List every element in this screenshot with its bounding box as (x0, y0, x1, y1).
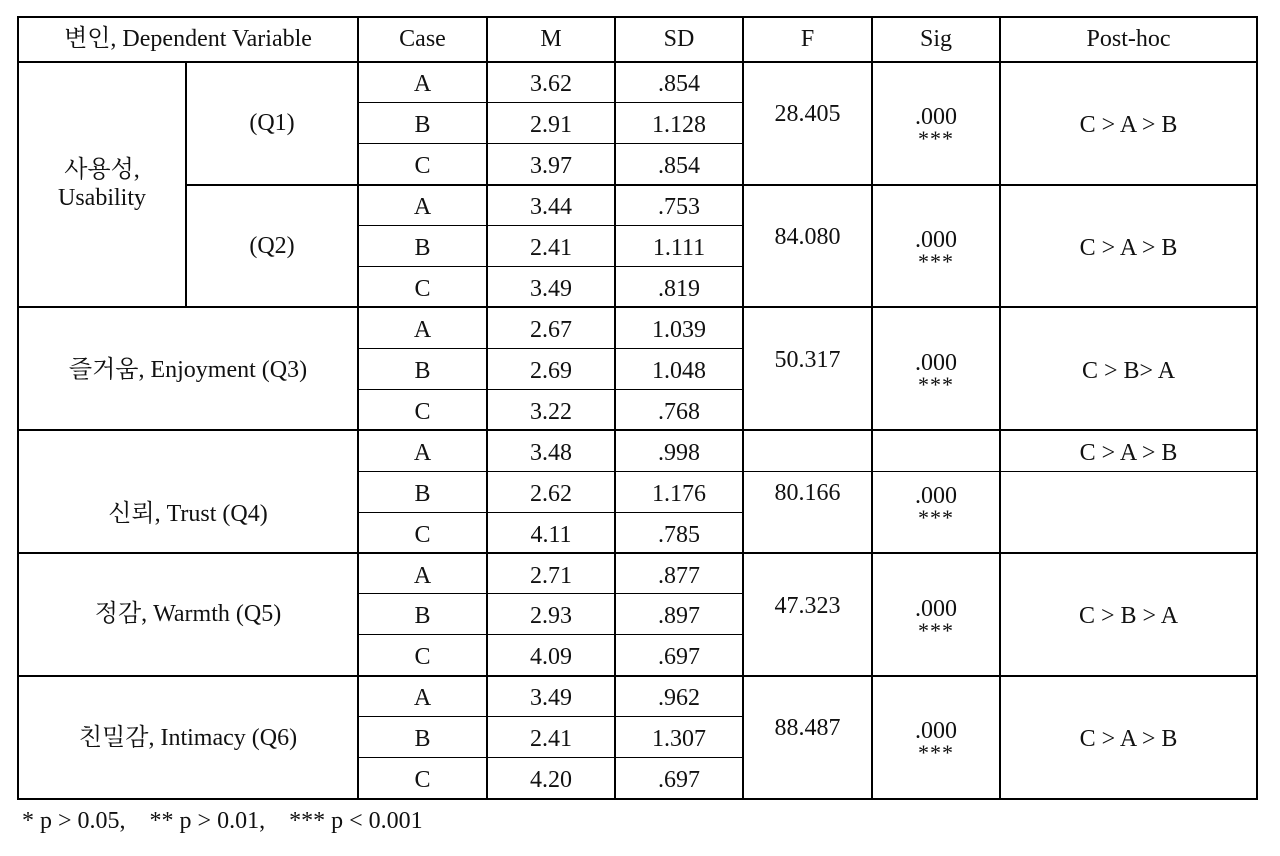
sig-stars: *** (918, 505, 954, 530)
m-cell: 3.44 (530, 193, 572, 220)
hline-row (357, 757, 744, 758)
vline-m (486, 16, 488, 800)
case-cell: B (414, 602, 431, 629)
group-intimacy-label: 친밀감, Intimacy (Q6) (78, 725, 298, 751)
group-enjoyment-label: 즐거움, Enjoyment (Q3) (68, 357, 308, 383)
header-variable: 변인, Dependent Variable (64, 26, 312, 52)
header-case: Case (399, 26, 446, 52)
header-sd: SD (663, 26, 695, 52)
m-cell: 3.49 (530, 684, 572, 711)
sig-cell (872, 223, 1000, 275)
sig-value: .000 (915, 596, 957, 622)
hline-row (357, 471, 744, 472)
case-cell: A (413, 70, 432, 97)
sd-cell: .753 (658, 193, 700, 220)
case-cell: C (414, 766, 431, 793)
hline-group (17, 675, 1258, 677)
group-trust-label: 신뢰, Trust (Q4) (108, 501, 268, 527)
m-cell: 3.97 (530, 152, 572, 179)
sig-cell (872, 479, 1000, 531)
posthoc-value: C > B> A (1081, 357, 1176, 384)
sig-cell (872, 592, 1000, 644)
sd-cell: .697 (658, 643, 700, 670)
hline-row (357, 716, 744, 717)
m-cell: 3.48 (530, 439, 572, 466)
sig-stars: *** (918, 740, 954, 765)
case-cell: C (414, 643, 431, 670)
m-cell: 2.41 (530, 234, 572, 261)
m-cell: 4.20 (530, 766, 572, 793)
border-bottom (17, 798, 1258, 800)
border-right (1256, 16, 1258, 800)
case-cell: A (413, 439, 432, 466)
border-left (17, 16, 19, 800)
posthoc-value: C > A > B (1079, 725, 1178, 752)
case-cell: B (414, 480, 431, 507)
sd-cell: .998 (658, 439, 700, 466)
footnote: * p > 0.05, ** p > 0.01, *** p < 0.001 (22, 808, 423, 834)
sig-stars: *** (918, 618, 954, 643)
hline-row (357, 102, 744, 103)
usability-label-kr: 사용성, (64, 157, 140, 183)
hline-row (357, 512, 744, 513)
sig-value: .000 (915, 718, 957, 744)
posthoc-value: C > A > B (1079, 439, 1178, 466)
m-cell: 3.22 (530, 398, 572, 425)
sub-q1-label: (Q1) (249, 109, 295, 136)
hline-trust-row (742, 471, 1258, 472)
sd-cell: 1.128 (652, 111, 706, 138)
vline-sd (614, 16, 616, 800)
sd-cell: 1.048 (652, 357, 706, 384)
m-cell: 2.67 (530, 316, 572, 343)
m-cell: 3.49 (530, 275, 572, 302)
sig-stars: *** (918, 249, 954, 274)
sig-value: .000 (915, 104, 957, 130)
sig-stars: *** (918, 372, 954, 397)
group-usability-label (18, 61, 186, 307)
sd-cell: .768 (658, 398, 700, 425)
header-f: F (800, 26, 815, 52)
hline-row (357, 225, 744, 226)
case-cell: C (414, 152, 431, 179)
sig-cell (872, 714, 1000, 766)
f-value: 47.323 (774, 593, 841, 619)
hline-header (17, 61, 1258, 63)
m-cell: 2.71 (530, 562, 572, 589)
vline-case (357, 16, 359, 800)
case-cell: C (414, 521, 431, 548)
sd-cell: 1.307 (652, 725, 706, 752)
sd-cell: 1.039 (652, 316, 706, 343)
header-sig: Sig (919, 26, 952, 52)
f-value: 50.317 (774, 347, 841, 373)
sig-cell (872, 346, 1000, 398)
f-value: 88.487 (774, 715, 841, 741)
sig-value: .000 (915, 227, 957, 253)
f-value: 84.080 (774, 224, 841, 250)
hline-row (357, 634, 744, 635)
hline-row (357, 143, 744, 144)
hline-row (357, 266, 744, 267)
m-cell: 3.62 (530, 70, 572, 97)
hline-row (357, 389, 744, 390)
header-posthoc: Post-hoc (1086, 26, 1171, 52)
vline-f (742, 16, 744, 800)
m-cell: 4.09 (530, 643, 572, 670)
border-top (17, 16, 1258, 18)
case-cell: B (414, 111, 431, 138)
case-cell: B (414, 234, 431, 261)
f-value: 80.166 (774, 480, 841, 506)
sd-cell: .854 (658, 152, 700, 179)
posthoc-value: C > B > A (1078, 602, 1179, 629)
sd-cell: .877 (658, 562, 700, 589)
posthoc-value: C > A > B (1079, 111, 1178, 138)
m-cell: 2.62 (530, 480, 572, 507)
hline-group (17, 429, 1258, 431)
sd-cell: .697 (658, 766, 700, 793)
sd-cell: .785 (658, 521, 700, 548)
posthoc-value: C > A > B (1079, 234, 1178, 261)
case-cell: C (414, 398, 431, 425)
f-value: 28.405 (774, 101, 841, 127)
m-cell: 2.91 (530, 111, 572, 138)
sd-cell: 1.111 (652, 234, 706, 261)
vline-sig (871, 16, 873, 800)
sig-cell (872, 100, 1000, 152)
sd-cell: .962 (658, 684, 700, 711)
hline-row (357, 348, 744, 349)
group-warmth-label: 정감, Warmth (Q5) (94, 601, 282, 627)
sd-cell: .819 (658, 275, 700, 302)
case-cell: A (413, 193, 432, 220)
header-m: M (540, 26, 562, 52)
case-cell: A (413, 316, 432, 343)
case-cell: B (414, 357, 431, 384)
m-cell: 2.41 (530, 725, 572, 752)
sd-cell: .854 (658, 70, 700, 97)
vline-posthoc (999, 16, 1001, 800)
sig-stars: *** (918, 126, 954, 151)
sd-cell: .897 (658, 602, 700, 629)
hline-group (17, 552, 1258, 554)
sig-value: .000 (915, 483, 957, 509)
usability-label-en: Usability (58, 185, 146, 211)
m-cell: 2.93 (530, 602, 572, 629)
m-cell: 2.69 (530, 357, 572, 384)
m-cell: 4.11 (530, 521, 572, 548)
case-cell: A (413, 684, 432, 711)
sig-value: .000 (915, 350, 957, 376)
hline-subgroup (185, 184, 1258, 186)
hline-group (17, 306, 1258, 308)
case-cell: A (413, 562, 432, 589)
case-cell: C (414, 275, 431, 302)
hline-row (357, 593, 744, 594)
case-cell: B (414, 725, 431, 752)
sd-cell: 1.176 (652, 480, 706, 507)
sub-q2-label: (Q2) (249, 232, 295, 259)
